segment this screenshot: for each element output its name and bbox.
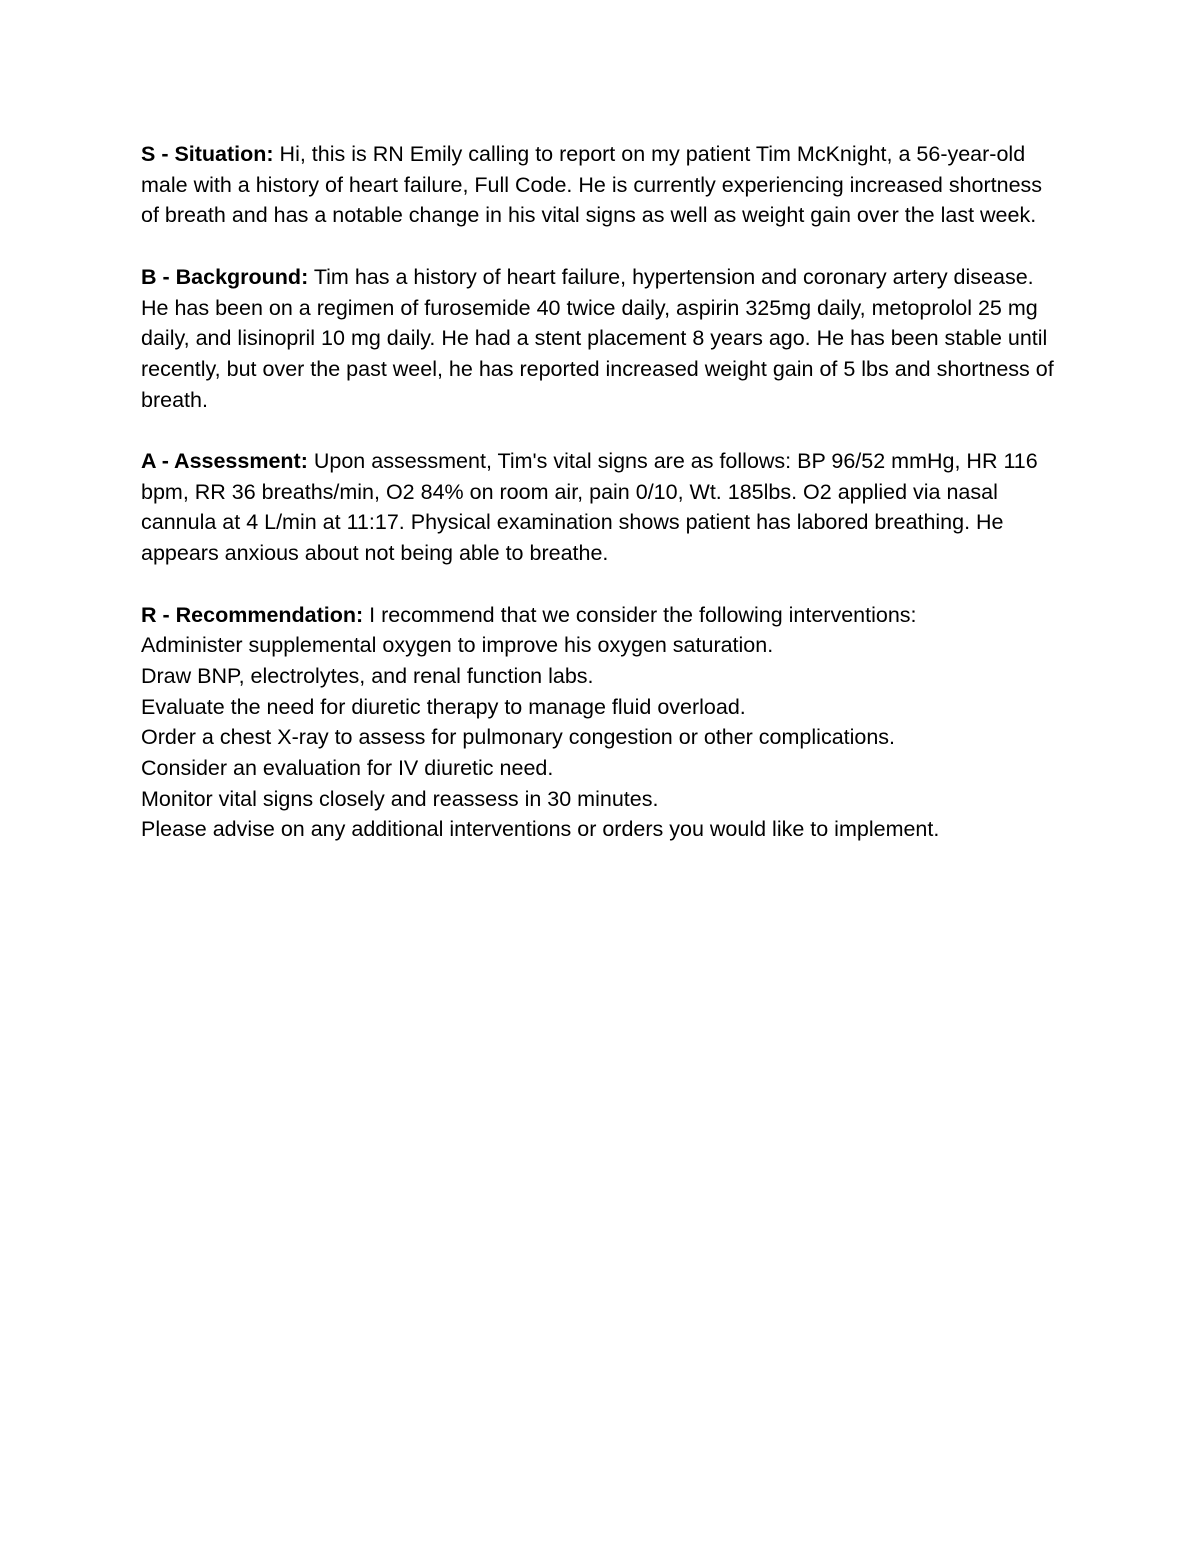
list-item: Please advise on any additional interventions or orders you would like to implement. (141, 817, 940, 842)
list-item: Administer supplemental oxygen to improve his oxygen saturation. (141, 633, 774, 658)
list-item: Order a chest X-ray to assess for pulmonary congestion or other complications. (141, 725, 896, 750)
background-text: Tim has a history of heart failure, hypertension and coronary artery disease. He has been on a regimen of furosemide 40 twice daily, aspirin 325mg daily, metoprolol 25 mg daily, and lisinopril 10 mg daily. He had a stent placement 8 years ago. He has been stable until recently, but over the past weel, he has reported increased weight gain of 5 lbs and shortness of breath. (141, 264, 1054, 412)
recommendation-text: I recommend that we consider the following interventions: (363, 602, 917, 627)
recommendation-paragraph (141, 600, 1061, 631)
recommendation-list (141, 630, 1061, 845)
situation-label: S - Situation: (141, 142, 274, 166)
background-section (141, 262, 1061, 416)
list-item: Monitor vital signs closely and reassess in 30 minutes. (141, 786, 659, 811)
situation-section (141, 139, 1061, 231)
background-paragraph (141, 262, 1061, 416)
list-item: Consider an evaluation for IV diuretic need. (141, 756, 554, 781)
assessment-paragraph (141, 446, 1061, 569)
situation-paragraph (141, 139, 1061, 231)
recommendation-section (141, 600, 1061, 846)
assessment-label: A - Assessment: (141, 449, 308, 473)
assessment-text: Upon assessment, Tim's vital signs are as follows: BP 96/52 mmHg, HR 116 bpm, RR 36 breaths/min, O2 84% on room air, pain 0/10, Wt. 185lbs. O2 applied via nasal cannula at 4 L/min at 11:17. Physical examination shows patient has labored breathing. He appears anxious about not being able to breathe. (141, 449, 1038, 566)
background-label: B - Background: (141, 264, 309, 289)
document-page (141, 139, 1061, 876)
list-item: Draw BNP, electrolytes, and renal function labs. (141, 663, 594, 688)
list-item: Evaluate the need for diuretic therapy to manage fluid overload. (141, 694, 746, 719)
recommendation-label: R - Recommendation: (141, 602, 364, 627)
assessment-section (141, 446, 1061, 569)
situation-text: Hi, this is RN Emily calling to report on my patient Tim McKnight, a 56-year-old male with a history of heart failure, Full Code. He is currently experiencing increased shortness of breath and has a notable change in his vital signs as well as weight gain over the last week. (141, 142, 1043, 228)
